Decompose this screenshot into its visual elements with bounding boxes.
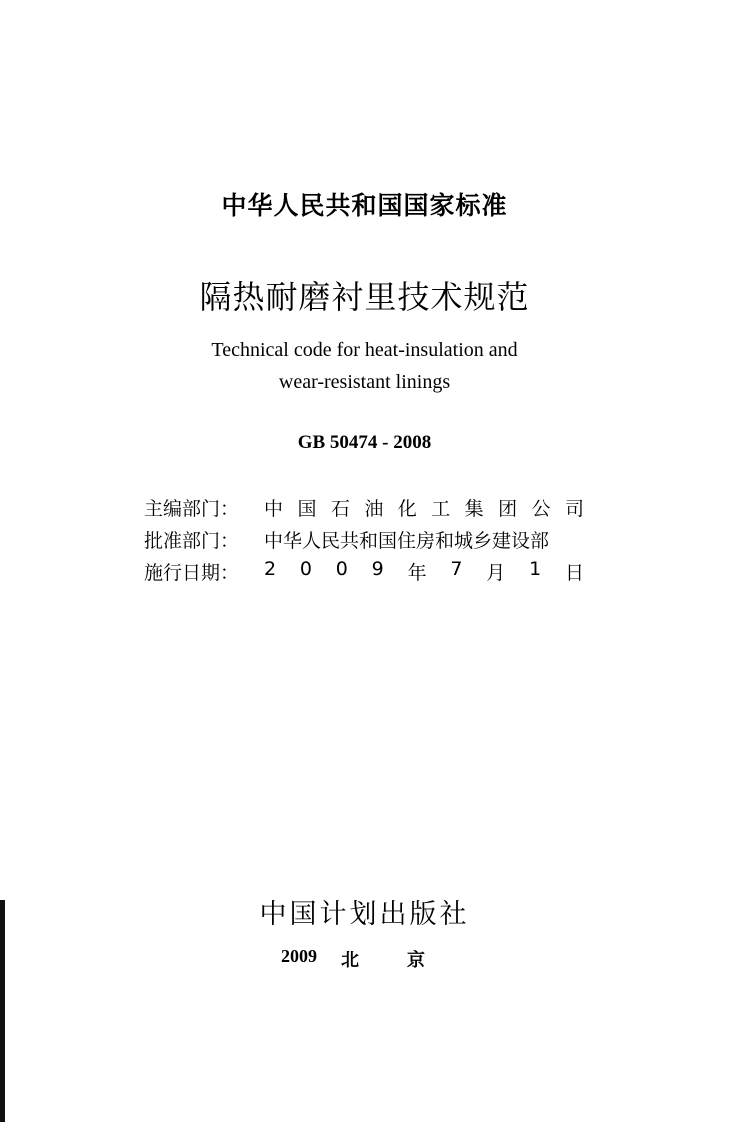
date-char: 9 bbox=[371, 557, 384, 580]
publisher-name: 中国计划出版社 bbox=[259, 899, 470, 930]
effective-date-value bbox=[264, 558, 584, 585]
approver-label: 批准部门： bbox=[144, 529, 240, 552]
editor-char: 石 bbox=[330, 497, 350, 520]
date-char: 0 bbox=[299, 557, 312, 580]
editor-row bbox=[144, 491, 584, 523]
standard-category: 中华人民共和国国家标准 bbox=[221, 191, 508, 220]
date-char: 日 bbox=[564, 561, 584, 584]
title-english-line-1: Technical code for heat-insulation and bbox=[211, 339, 518, 361]
editor-value bbox=[264, 494, 584, 521]
title-chinese: 隔热耐磨衬里技术规范 bbox=[199, 278, 530, 316]
editor-char: 集 bbox=[464, 497, 484, 520]
date-char: 月 bbox=[486, 561, 506, 584]
editor-label: 主编部门： bbox=[144, 497, 240, 520]
editor-char: 国 bbox=[297, 497, 317, 520]
approver-value: 中华人民共和国住房和城乡建设部 bbox=[264, 529, 550, 552]
editor-char: 中 bbox=[264, 497, 284, 520]
editor-char: 工 bbox=[431, 497, 451, 520]
title-english-line-2: wear-resistant linings bbox=[278, 371, 451, 393]
editor-char: 油 bbox=[364, 497, 384, 520]
date-char: 1 bbox=[529, 557, 542, 580]
editor-char: 化 bbox=[397, 497, 417, 520]
standard-number: GB 50474 - 2008 bbox=[297, 432, 432, 453]
title-english bbox=[0, 334, 729, 398]
date-char: 7 bbox=[450, 557, 463, 580]
editor-char: 公 bbox=[531, 497, 551, 520]
date-char: 2 bbox=[264, 557, 277, 580]
date-char: 年 bbox=[407, 561, 427, 584]
metadata-block bbox=[144, 491, 584, 587]
scan-edge-shadow bbox=[0, 900, 5, 1122]
publication-city-char: 京 bbox=[407, 950, 425, 971]
date-char: 0 bbox=[335, 557, 348, 580]
publication-imprint bbox=[281, 946, 425, 972]
effective-date-row bbox=[144, 555, 584, 587]
publication-year: 2009 bbox=[281, 946, 317, 966]
editor-char: 司 bbox=[564, 497, 584, 520]
publication-city-char: 北 bbox=[341, 950, 359, 971]
effective-date-label: 施行日期： bbox=[144, 561, 240, 584]
editor-char: 团 bbox=[498, 497, 518, 520]
approver-row bbox=[144, 523, 584, 555]
